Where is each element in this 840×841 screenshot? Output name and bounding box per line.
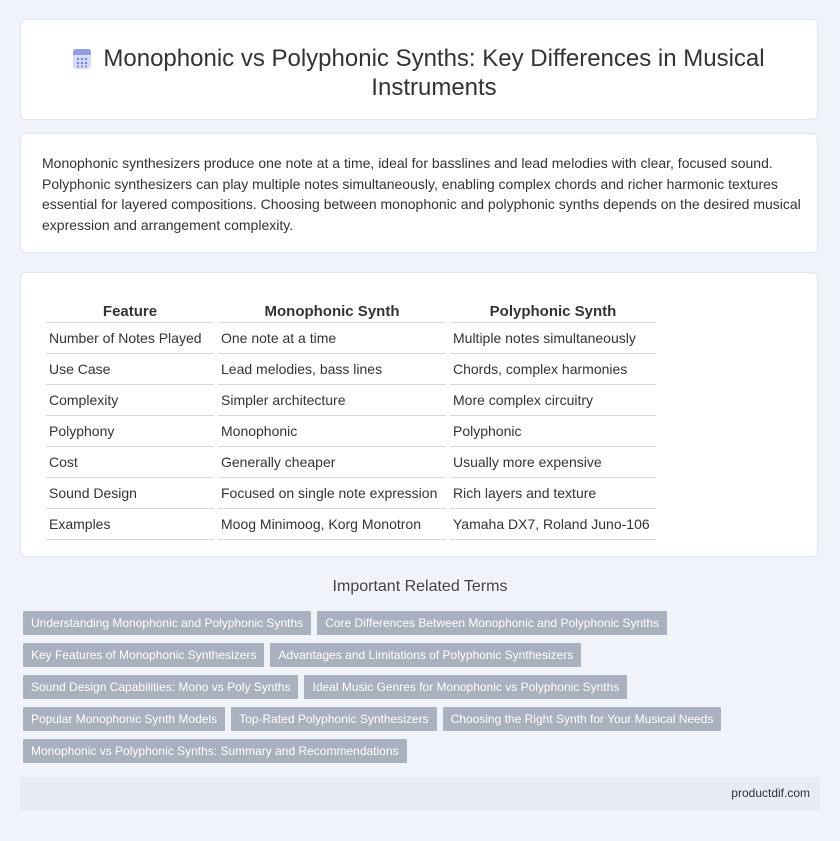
table-cell: More complex circuitry <box>450 385 656 416</box>
intro-paragraph: Monophonic synthesizers produce one note at a time, ideal for basslines and lead melodies with clear, focused sound. Polyphonic synthesizers can play multiple notes simultaneously, enabling complex chords and richer harmonic textures essential for layered compositions. Choosing between monophonic and polyphonic synths depends on the desired musical expression and arrangement complexity. <box>42 155 801 233</box>
table-row <box>46 385 656 416</box>
table-cell: Number of Notes Played <box>46 323 214 354</box>
table-cell: Lead melodies, bass lines <box>218 354 446 385</box>
table-cell: Usually more expensive <box>450 447 656 478</box>
related-term-tag[interactable]: Popular Monophonic Synth Models <box>23 707 225 731</box>
table-cell: Examples <box>46 509 214 540</box>
table-cell: Focused on single note expression <box>218 478 446 509</box>
table-cell: Generally cheaper <box>218 447 446 478</box>
table-cell: Multiple notes simultaneously <box>450 323 656 354</box>
table-cell: Polyphonic <box>450 416 656 447</box>
table-row <box>46 354 656 385</box>
table-row <box>46 323 656 354</box>
table-row <box>46 509 656 540</box>
table-cell: Polyphony <box>46 416 214 447</box>
table-cell: Yamaha DX7, Roland Juno-106 <box>450 509 656 540</box>
comparison-table-card <box>20 272 818 557</box>
terms-row <box>23 611 803 643</box>
table-row <box>46 416 656 447</box>
related-term-tag[interactable]: Choosing the Right Synth for Your Musical Needs <box>443 707 722 731</box>
terms-row <box>23 675 803 707</box>
related-term-tag[interactable]: Advantages and Limitations of Polyphonic Synthesizers <box>270 643 581 667</box>
table-cell: Complexity <box>46 385 214 416</box>
comparison-table <box>42 294 660 540</box>
table-cell: Moog Minimoog, Korg Monotron <box>218 509 446 540</box>
intro-card <box>20 133 818 253</box>
table-cell: Cost <box>46 447 214 478</box>
table-row <box>46 478 656 509</box>
page-title: Monophonic vs Polyphonic Synths: Key Differences in Musical Instruments <box>103 45 765 101</box>
related-term-tag[interactable]: Key Features of Monophonic Synthesizers <box>23 643 264 667</box>
terms-row <box>23 739 803 771</box>
related-term-tag[interactable]: Monophonic vs Polyphonic Synths: Summary and Recommendations <box>23 739 407 763</box>
related-term-tag[interactable]: Ideal Music Genres for Monophonic vs Polyphonic Synths <box>304 675 627 699</box>
table-cell: One note at a time <box>218 323 446 354</box>
column-header-monophonic: Monophonic Synth <box>218 294 446 323</box>
terms-row <box>23 707 803 739</box>
table-header-row <box>46 294 656 323</box>
footer-site-link[interactable]: productdif.com <box>731 786 810 800</box>
table-row <box>46 447 656 478</box>
related-term-tag[interactable]: Core Differences Between Monophonic and Polyphonic Synths <box>317 611 667 635</box>
related-term-tag[interactable]: Sound Design Capabilities: Mono vs Poly Synths <box>23 675 298 699</box>
table-cell: Sound Design <box>46 478 214 509</box>
header-card <box>20 19 818 120</box>
column-header-feature: Feature <box>46 294 214 323</box>
column-header-polyphonic: Polyphonic Synth <box>450 294 656 323</box>
table-cell: Rich layers and texture <box>450 478 656 509</box>
table-cell: Monophonic <box>218 416 446 447</box>
table-cell: Simpler architecture <box>218 385 446 416</box>
related-terms-heading: Important Related Terms <box>332 578 508 595</box>
related-terms-list <box>23 611 803 771</box>
table-cell: Use Case <box>46 354 214 385</box>
footer-bar <box>20 777 820 810</box>
related-term-tag[interactable]: Understanding Monophonic and Polyphonic Synths <box>23 611 311 635</box>
table-cell: Chords, complex harmonies <box>450 354 656 385</box>
terms-row <box>23 643 803 675</box>
related-term-tag[interactable]: Top-Rated Polyphonic Synthesizers <box>231 707 436 731</box>
